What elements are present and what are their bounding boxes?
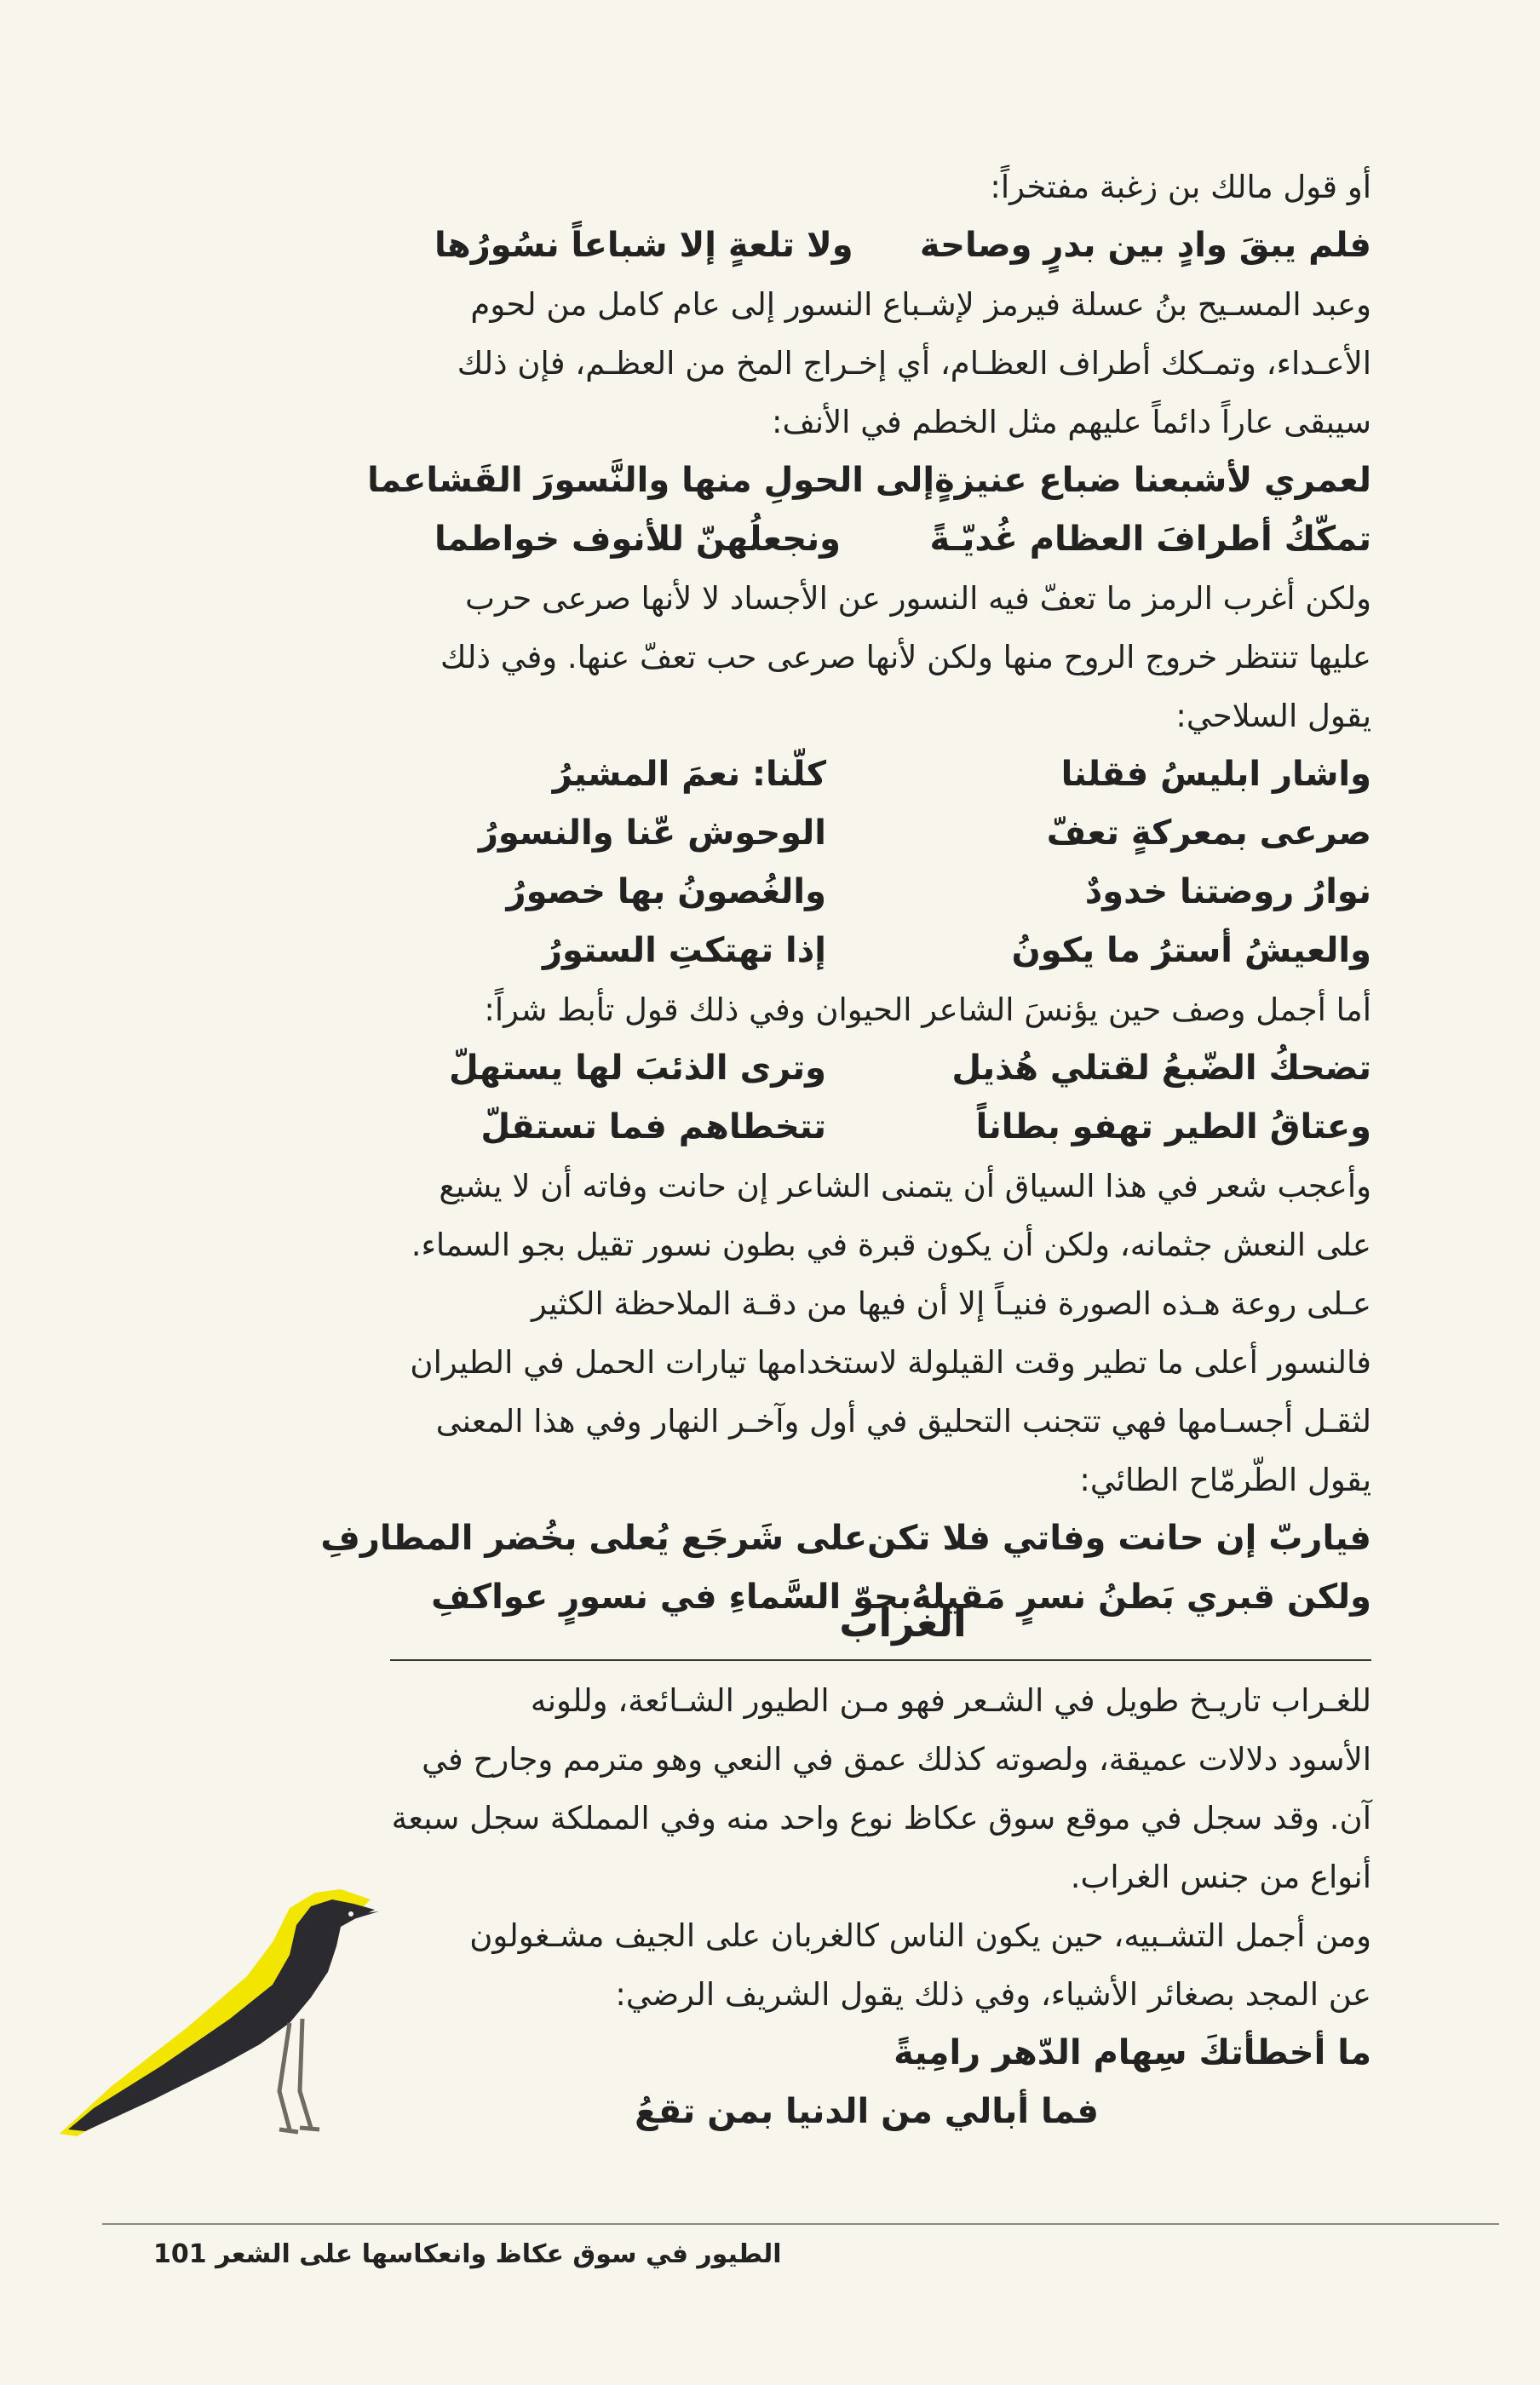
verse-4d-right: والعيشُ أسترُ ما يكونُ — [1011, 931, 1371, 970]
section-title: الغراب — [839, 1600, 967, 1646]
verse-4b — [434, 804, 1371, 863]
para-2-line-1: ولكن أغرب الرمز ما تعفّ فيه النسور عن الأجساد لا لأنها صرعى حرب — [465, 580, 1371, 617]
verse-6a-right: فياربّ إن حانت وفاتي فلا تكن — [867, 1519, 1371, 1558]
running-title: الطيور في سوق عكاظ وانعكاسها على الشعر — [215, 2239, 782, 2269]
verse-3 — [434, 510, 1371, 569]
footer-rule — [102, 2223, 1499, 2225]
para-4-line-1: وأعجب شعر في هذا السياق أن يتمنى الشاعر إن حانت وفاته أن لا يشيع — [439, 1168, 1371, 1204]
verse-4a-left: كلّنا: نعمَ المشيرُ — [552, 755, 826, 794]
verse-2-right: لعمري لأشبعنا ضباع عنيزةٍ — [934, 461, 1371, 500]
para-5-line-2: فالنسور أعلى ما تطير وقت القيلولة لاستخدامها تيارات الحمل في الطيران — [410, 1344, 1371, 1381]
verse-6b-right: ولكن قبري بَطنُ نسرٍ مَقيلهُ — [911, 1578, 1371, 1617]
section-text-column — [391, 1671, 1371, 2141]
verse-4a — [434, 745, 1371, 804]
verse-5a — [434, 1039, 1371, 1098]
verse-4c-left: والغُصونُ بها خصورُ — [506, 872, 826, 911]
section-title-rule — [390, 1659, 1371, 1661]
verse-5b — [434, 1098, 1371, 1157]
verse-3-right: تمكّكُ أطرافَ العظام غُديّـةً — [929, 520, 1371, 559]
page-footer — [119, 2233, 782, 2276]
verse-4c — [434, 863, 1371, 922]
verse-1-left: ولا تلعةٍ إلا شباعاً نسُورُها — [434, 226, 853, 265]
para-5-line-3: لثقـل أجسـامها فهي تتجنب التحليق في أول وآخـر النهار وفي هذا المعنى — [435, 1403, 1371, 1440]
verse-4b-right: صرعى بمعركةٍ تعفّ — [1046, 813, 1371, 853]
verse-4d — [434, 922, 1371, 980]
section-verse-1 — [434, 2024, 1371, 2083]
para-2-line-2: عليها تنتظر خروج الروح منها ولكن لأنها صرعى حب تعفّ عنها. وفي ذلك — [440, 639, 1371, 675]
para-2-line-3: يقول السلاحي: — [1175, 698, 1371, 734]
para-1-line-2: الأعـداء، وتمـكك أطراف العظـام، أي إخـراج المخ من العظـم، فإن ذلك — [457, 345, 1371, 382]
section-para-1-line-1: للغـراب تاريـخ طويل في الشـعر فهو مـن الطيور الشـائعة، وللونه — [530, 1682, 1371, 1719]
main-text-column — [320, 158, 1371, 1627]
section-para-2-line-1: ومن أجمل التشـبيه، حين يكون الناس كالغربان على الجيف مشـغولون — [469, 1917, 1371, 1954]
verse-4d-left: إذا تهتكتِ الستورُ — [542, 931, 826, 970]
intro-line: أو قول مالك بن زغبة مفتخراً: — [990, 169, 1371, 205]
section-para-1-line-3: آن. وقد سجل في موقع سوق عكاظ نوع واحد منه وفي المملكة سجل سبعة — [391, 1800, 1371, 1836]
verse-5b-right: وعتاقُ الطير تهفو بطاناً — [975, 1107, 1371, 1147]
section-verse-2 — [434, 2083, 1371, 2141]
verse-3-left: ونجعلُهنّ للأنوف خواطما — [434, 520, 841, 559]
verse-5b-left: تتخطاهم فما تستقلّ — [480, 1107, 826, 1147]
verse-4b-left: الوحوش عّنا والنسورُ — [478, 813, 826, 853]
para-1-line-1: وعبد المسـيح بنُ عسلة فيرمز لإشـباع النسور إلى عام كامل من لحوم — [470, 286, 1371, 323]
verse-5a-left: وترى الذئبَ لها يستهلّ — [448, 1049, 826, 1088]
section-verse-2-text: فما أبالي من الدنيا بمن تقعُ — [635, 2092, 1099, 2131]
section-para-1-line-2: الأسود دلالات عميقة، ولصوته كذلك عمق في النعي وهو مترمم وجارح في — [422, 1741, 1371, 1778]
para-3-line-1: أما أجمل وصف حين يؤنسَ الشاعر الحيوان وفي ذلك قول تأبط شراً: — [484, 991, 1371, 1028]
black-bird-illustration — [34, 1874, 392, 2155]
verse-4a-right: واشار ابليسُ فقلنا — [1060, 755, 1371, 794]
verse-2 — [367, 451, 1371, 510]
verse-1 — [434, 216, 1371, 275]
para-5-line-1: عـلى روعة هـذه الصورة فنيـاً إلا أن فيها من دقـة الملاحظة الكثير — [532, 1285, 1371, 1322]
section-verse-1-text: ما أخطأتكَ سِهام الدّهر رامِيةً — [894, 2033, 1371, 2072]
verse-6b-left: بجوّ السَّماءِ في نسورٍ عواكفِ — [431, 1578, 912, 1617]
verse-6a-left: على شَرجَع يُعلى بخُضر المطارفِ — [320, 1519, 868, 1558]
verse-1-right: فلم يبقَ وادٍ بين بدرٍ وصاحة — [919, 226, 1371, 265]
verse-5a-right: تضحكُ الضّبعُ لقتلي هُذيل — [951, 1049, 1371, 1088]
verse-6a — [320, 1509, 1371, 1568]
para-5-line-4: يقول الطّرمّاح الطائي: — [1079, 1462, 1371, 1498]
page-number: 101 — [153, 2239, 207, 2269]
verse-4c-right: نوارُ روضتنا خدودٌ — [1084, 872, 1371, 911]
para-4-line-2: على النعش جثمانه، ولكن أن يكون قبرة في بطون نسور تقيل بجو السماء. — [411, 1227, 1371, 1263]
section-para-2-line-2: عن المجد بصغائر الأشياء، وفي ذلك يقول الشريف الرضي: — [615, 1976, 1371, 2013]
para-1-line-3: سيبقى عاراً دائماً عليهم مثل الخطم في الأنف: — [772, 404, 1371, 440]
section-para-1-line-4: أنواع من جنس الغراب. — [1070, 1859, 1371, 1895]
verse-2-left: إلى الحولِ منها والنَّسورَ القَشاعما — [367, 461, 935, 500]
